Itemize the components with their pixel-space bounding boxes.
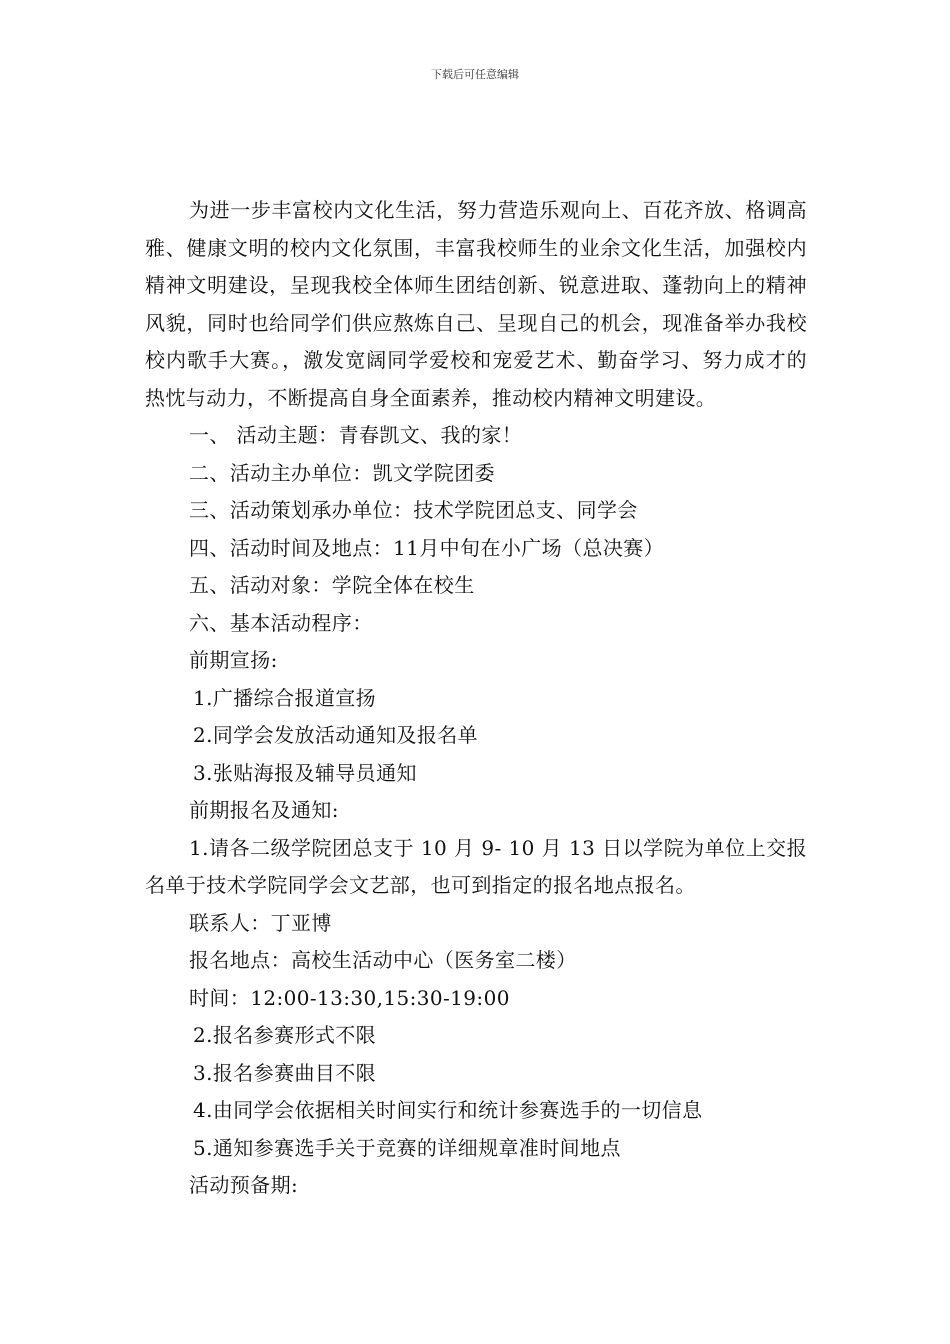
registration-paragraph: 1.请各二级学院团总支于 10 月 9- 10 月 13 日以学院为单位上交报名单于技术学院同学会文艺部，也可到指定的报名地点报名。: [145, 835, 807, 897]
item-time-place: 四、活动时间及地点：11月中旬在小广场（总决赛）: [189, 535, 665, 560]
registration-item: 2.报名参赛形式不限: [193, 1023, 377, 1047]
prep-heading: 活动预备期:: [189, 1173, 299, 1197]
publicity-heading: 前期宣扬:: [189, 648, 278, 672]
registration-item: 3.报名参赛曲目不限: [193, 1060, 377, 1085]
item-audience: 五、活动对象：学院全体在校生: [189, 573, 475, 597]
publicity-item: 2.同学会发放活动通知及报名单: [193, 723, 479, 747]
location-line: 报名地点：高校生活动中心（医务室二楼）: [189, 948, 577, 972]
item-procedure: 六、基本活动程序：: [189, 610, 373, 635]
registration-heading: 前期报名及通知:: [189, 798, 339, 822]
intro-paragraph: 为进一步丰富校内文化生活，努力营造乐观向上、百花齐放、格调高雅、健康文明的校内文化氛围，丰富我校师生的业余文化生活，加强校内精神文明建设，呈现我校全体师生团结创新、锐意进取、蓬勃向上的精神风貌，同时也给同学们供应熬炼自己、呈现自己的机会，现准备举办我校校内歌手大赛。，激发宽阔同学爱校和宠爱艺术、勤奋学习、努力成才的热忱与动力，不断提高自身全面素养，推动校内精神文明建设。: [145, 198, 807, 410]
item-theme: 一、 活动主题：青春凯文、我的家！: [189, 423, 523, 447]
registration-item: 4.由同学会依据相关时间实行和统计参赛选手的一切信息: [193, 1098, 703, 1122]
publicity-item: 1.广播综合报道宣扬: [193, 685, 377, 710]
header-note: 下载后可任意编辑: [431, 68, 519, 81]
item-undertaker: 三、活动策划承办单位：技术学院团总支、同学会: [189, 498, 638, 522]
contact-line: 联系人：丁亚博: [189, 910, 332, 935]
item-organizer: 二、活动主办单位：凯文学院团委: [189, 460, 495, 485]
registration-item: 5.通知参赛选手关于竞赛的详细规章准时间地点: [193, 1135, 621, 1160]
time-line: 时间：12:00-13:30,15:30-19:00: [189, 985, 510, 1010]
publicity-item: 3.张贴海报及辅导员通知: [193, 760, 417, 785]
document-body: [145, 192, 807, 1205]
